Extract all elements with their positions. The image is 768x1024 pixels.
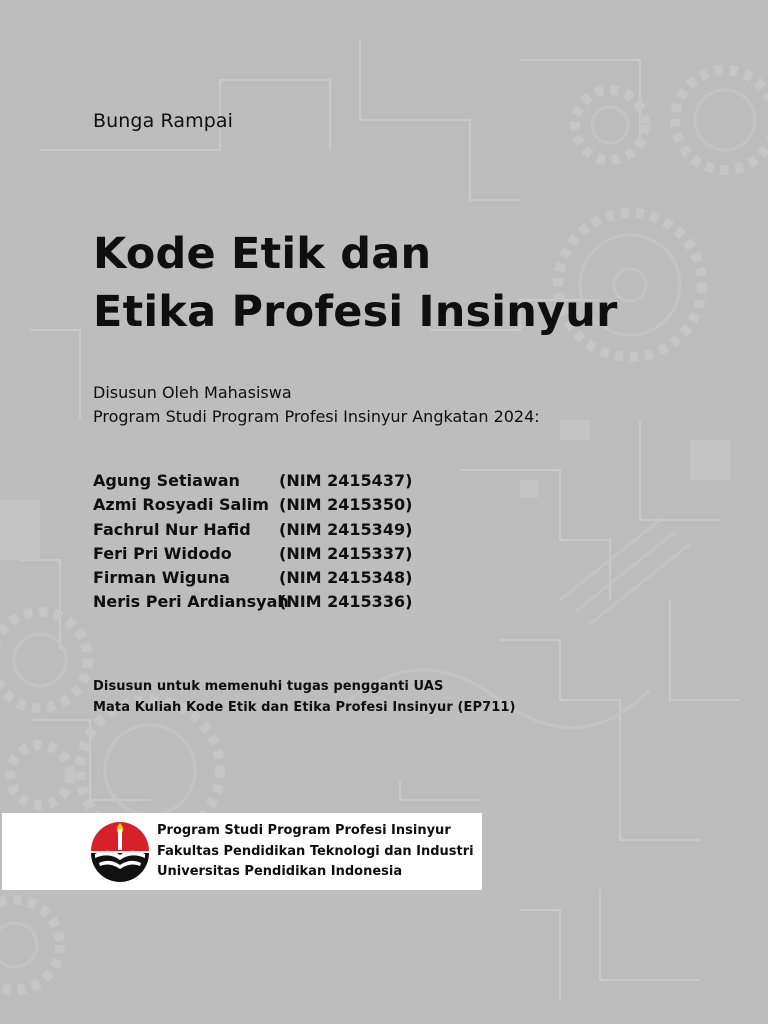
author-name: Fachrul Nur Hafid bbox=[93, 519, 251, 539]
author-list bbox=[93, 469, 412, 615]
institution-text bbox=[157, 821, 474, 883]
compiled-by-text: Disusun Oleh Mahasiswa bbox=[93, 383, 292, 402]
institution-university: Universitas Pendidikan Indonesia bbox=[157, 864, 403, 879]
author-nim: (NIM 2415348) bbox=[279, 568, 413, 588]
author-nim: (NIM 2415349) bbox=[279, 519, 413, 539]
institution-box bbox=[2, 813, 482, 890]
author-name: Azmi Rosyadi Salim bbox=[93, 495, 269, 515]
author-row bbox=[93, 469, 412, 493]
institution-program: Program Studi Program Profesi Insinyur bbox=[157, 823, 451, 838]
author-row bbox=[93, 518, 412, 542]
author-name: Agung Setiawan bbox=[93, 471, 240, 490]
compiled-by-block bbox=[93, 381, 540, 429]
author-row bbox=[93, 493, 412, 517]
series-label: Bunga Rampai bbox=[93, 110, 233, 132]
author-row bbox=[93, 542, 412, 566]
book-title bbox=[93, 225, 618, 341]
university-logo-icon bbox=[89, 821, 151, 883]
program-text: Program Studi Program Profesi Insinyur Angkatan 2024: bbox=[93, 407, 540, 426]
title-line-2: Etika Profesi Insinyur bbox=[93, 287, 618, 337]
author-nim: (NIM 2415350) bbox=[279, 495, 413, 515]
author-nim: (NIM 2415336) bbox=[279, 592, 413, 612]
author-name: Neris Peri Ardiansyah bbox=[93, 592, 289, 612]
author-row bbox=[93, 590, 412, 614]
author-name: Feri Pri Widodo bbox=[93, 543, 232, 563]
author-nim: (NIM 2415337) bbox=[279, 543, 413, 563]
purpose-line-1: Disusun untuk memenuhi tugas pengganti UAS bbox=[93, 679, 444, 694]
institution-faculty: Fakultas Pendidikan Teknologi dan Industri bbox=[157, 843, 474, 859]
title-line-1: Kode Etik dan bbox=[93, 229, 432, 279]
author-name: Firman Wiguna bbox=[93, 568, 230, 588]
purpose-line-2: Mata Kuliah Kode Etik dan Etika Profesi Insinyur (EP711) bbox=[93, 700, 516, 715]
author-nim: (NIM 2415437) bbox=[279, 471, 413, 490]
author-row bbox=[93, 566, 412, 590]
purpose-block bbox=[93, 676, 516, 718]
